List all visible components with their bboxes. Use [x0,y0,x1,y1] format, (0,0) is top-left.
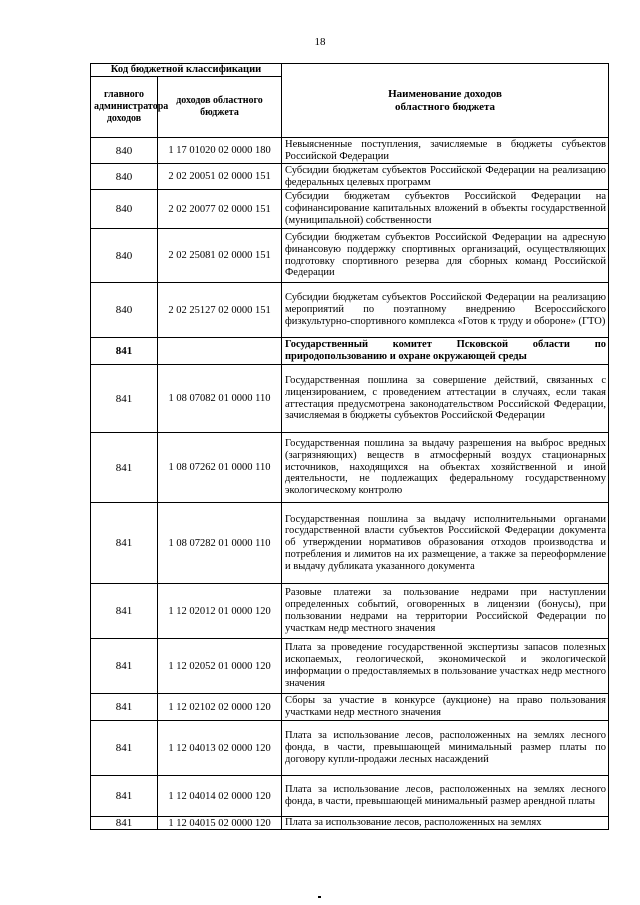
admin-header-text: главного администратора доходов [94,89,169,124]
admin-code-cell: 841 [91,639,158,694]
income-header [158,77,282,138]
table-row [91,338,609,365]
income-name-cell: Сборы за участие в конкурсе (аукционе) на право пользования участками недр местного значения [282,694,609,721]
income-header-text: доходов областного бюджета [176,95,263,118]
income-code-cell: 2 02 20077 02 0000 151 [158,190,282,229]
table-row [91,229,609,283]
table-row [91,164,609,190]
admin-code-cell: 841 [91,365,158,433]
table-row [91,817,609,830]
admin-code-cell: 841 [91,817,158,830]
income-code-cell: 1 08 07282 01 0000 110 [158,503,282,584]
income-name-cell: Невыясненные поступления, зачисляемые в бюджеты субъектов Российской Федерации [282,138,609,164]
table-row [91,433,609,503]
admin-code-cell: 840 [91,138,158,164]
income-code-cell [158,338,282,365]
table-row [91,365,609,433]
admin-code-cell: 841 [91,503,158,584]
page-number: 18 [314,36,326,48]
bottom-mark [318,896,321,898]
name-header [282,64,609,138]
income-code-cell: 2 02 25081 02 0000 151 [158,229,282,283]
admin-code-cell: 841 [91,694,158,721]
admin-code-cell: 841 [91,776,158,817]
income-name-cell: Государственная пошлина за совершение действий, связанных с лицензированием, с проведением аттестации в случаях, если такая аттестация предусмотрена законодательством Российской Федерации, зачисляемая в бюджеты субъектов Российской Федерации [282,365,609,433]
income-name-cell: Государственная пошлина за выдачу исполнительными органами государственной власти субъектов Российской Федерации документа об утверждении нормативов образования отходов производства и потребления и лимитов на их размещение, а также за переоформление и выдачу дубликата указанного документа [282,503,609,584]
table-row [91,694,609,721]
admin-header [91,77,169,138]
table-row [91,776,609,817]
income-code-cell: 1 12 04013 02 0000 120 [158,721,282,776]
income-name-cell: Плата за использование лесов, расположенных на землях [282,817,609,830]
classification-header: Код бюджетной классификации [91,64,282,77]
admin-code-cell: 840 [91,283,158,338]
income-code-cell: 2 02 20051 02 0000 151 [158,164,282,190]
table-header-row [91,64,609,77]
table-row [91,138,609,164]
income-code-cell: 1 12 04014 02 0000 120 [158,776,282,817]
income-name-cell: Субсидии бюджетам субъектов Российской Федерации на реализацию мероприятий по поэтапному внедрению Всероссийского физкультурно-спортивного комплекса «Готов к труду и обороне» (ГТО) [282,283,609,338]
income-name-cell: Государственная пошлина за выдачу разрешения на выброс вредных (загрязняющих) веществ в атмосферный воздух стационарных источников, находящихся на объектах хозяйственной и иной деятельности, не подлежащих федеральному государственному экологическому контролю [282,433,609,503]
admin-code-cell: 841 [91,721,158,776]
admin-code-cell: 841 [91,338,158,365]
admin-code-cell: 840 [91,190,158,229]
table-row [91,283,609,338]
income-code-cell: 1 12 02052 01 0000 120 [158,639,282,694]
admin-code-cell: 840 [91,164,158,190]
income-name-cell: Плата за использование лесов, расположенных на землях лесного фонда, в части, превышающей минимальный размер платы по договору купли-продажи лесных насаждений [282,721,609,776]
income-name-cell: Разовые платежи за пользование недрами при наступлении определенных событий, оговоренных в лицензии (бонусы), при пользовании недрами на территории Российской Федерации по участкам недр местного значения [282,584,609,639]
table-row [91,584,609,639]
table-row [91,639,609,694]
income-code-cell: 1 12 04015 02 0000 120 [158,817,282,830]
income-name-cell: Субсидии бюджетам субъектов Российской Федерации на реализацию федеральных целевых программ [282,164,609,190]
income-code-cell: 1 17 01020 02 0000 180 [158,138,282,164]
table-row [91,503,609,584]
income-name-cell: Плата за проведение государственной экспертизы запасов полезных ископаемых, геологической, экономической и экологической информации о предоставляемых в пользование участках недр местного значения [282,639,609,694]
budget-classification-table [90,63,609,830]
income-name-cell: Субсидии бюджетам субъектов Российской Федерации на адресную финансовую поддержку спортивных организаций, осуществляющих подготовку спортивного резерва для сборных команд Российской Федерации [282,229,609,283]
income-code-cell: 1 08 07082 01 0000 110 [158,365,282,433]
admin-code-cell: 841 [91,584,158,639]
income-name-cell: Субсидии бюджетам субъектов Российской Федерации на софинансирование капитальных вложений в объекты государственной (муниципальной) собственности [282,190,609,229]
income-code-cell: 2 02 25127 02 0000 151 [158,283,282,338]
name-header-text: Наименование доходов областного бюджета [388,87,502,113]
income-code-cell: 1 12 02102 02 0000 120 [158,694,282,721]
table-row [91,190,609,229]
admin-code-cell: 841 [91,433,158,503]
table-row [91,721,609,776]
income-code-cell: 1 12 02012 01 0000 120 [158,584,282,639]
income-name-cell: Плата за использование лесов, расположенных на землях лесного фонда, в части, превышающей минимальный размер арендной платы [282,776,609,817]
admin-code-cell: 840 [91,229,158,283]
income-code-cell: 1 08 07262 01 0000 110 [158,433,282,503]
income-name-cell: Государственный комитет Псковской области по природопользованию и охране окружающей среды [282,338,609,365]
